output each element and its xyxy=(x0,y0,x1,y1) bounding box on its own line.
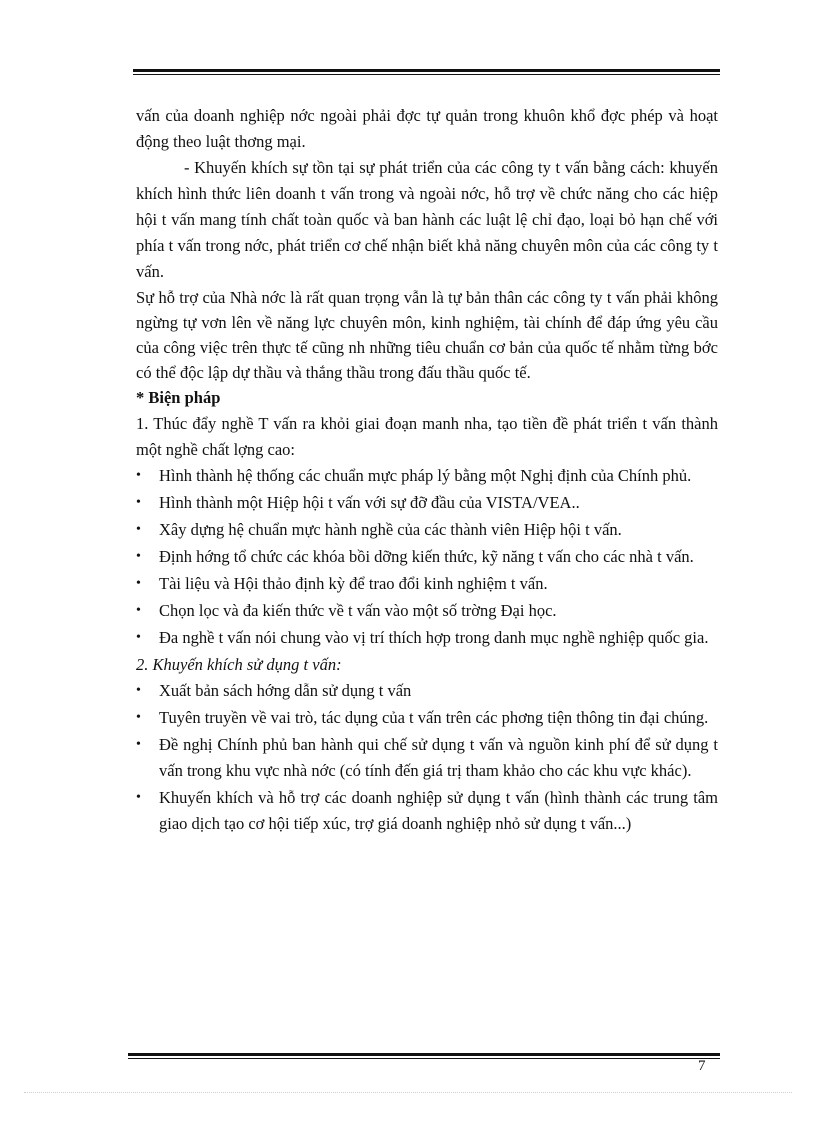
bullet-icon: • xyxy=(136,790,141,805)
bullet-icon: • xyxy=(136,603,141,618)
list-item: • Đa nghề t vấn nói chung vào vị trí thích hợp trong danh mục nghề nghiệp quốc gia. xyxy=(136,625,718,651)
bullet-icon: • xyxy=(136,495,141,510)
bullet-icon: • xyxy=(136,737,141,752)
section-1-list xyxy=(136,463,718,651)
bullet-icon: • xyxy=(136,683,141,698)
heading-measures: * Biện pháp xyxy=(136,388,221,407)
page-body xyxy=(136,103,718,838)
bullet-icon: • xyxy=(136,522,141,537)
paragraph-encourage-consulting: - Khuyến khích sự tồn tại sự phát triển của các công ty t vấn bằng cách: khuyến khích hình thức liên doanh t vấn trong và ngoài nớc, hỗ trợ về chức năng cho các hiệp hội t vấn mang tính chất toàn quốc và ban hành các luật lệ chỉ đạo, loại bỏ hạn chế với phía t vấn trong nớc, phát triển cơ chế nhận biết khả năng chuyên môn của các công ty t vấn. xyxy=(136,158,718,281)
paragraph-continuation: vấn của doanh nghiệp nớc ngoài phải đợc tự quản trong khuôn khổ đợc phép và hoạt động theo luật thơng mại. xyxy=(136,106,718,151)
list-item: • Chọn lọc và đa kiến thức về t vấn vào một số trờng Đại học. xyxy=(136,598,718,624)
list-item: • Tài liệu và Hội thảo định kỳ để trao đổi kinh nghiệm t vấn. xyxy=(136,571,718,597)
bullet-icon: • xyxy=(136,549,141,564)
list-item: • Khuyến khích và hỗ trợ các doanh nghiệp sử dụng t vấn (hình thành các trung tâm giao dịch tạo cơ hội tiếp xúc, trợ giá doanh nghiệp nhỏ sử dụng t vấn...) xyxy=(136,785,718,837)
bullet-icon: • xyxy=(136,468,141,483)
section-2-list xyxy=(136,678,718,837)
list-item: • Tuyên truyền về vai trò, tác dụng của t vấn trên các phơng tiện thông tin đại chúng. xyxy=(136,705,718,731)
footer-rule xyxy=(128,1053,720,1059)
list-item: • Định hớng tổ chức các khóa bồi dỡng kiến thức, kỹ năng t vấn cho các nhà t vấn. xyxy=(136,544,718,570)
bullet-icon: • xyxy=(136,710,141,725)
list-item: • Xuất bản sách hớng dẫn sử dụng t vấn xyxy=(136,678,718,704)
page-edge-divider xyxy=(24,1092,792,1093)
header-rule xyxy=(133,69,720,75)
bullet-icon: • xyxy=(136,576,141,591)
list-item: • Hình thành một Hiệp hội t vấn với sự đỡ đầu của VISTA/VEA.. xyxy=(136,490,718,516)
list-item: • Đề nghị Chính phủ ban hành qui chế sử dụng t vấn và nguồn kinh phí để sử dụng t vấn trong khu vực nhà nớc (có tính đến giá trị tham khảo cho các khu vực khác). xyxy=(136,732,718,784)
section-2-title: 2. Khuyến khích sử dụng t vấn: xyxy=(136,655,342,674)
list-item: • Xây dựng hệ chuẩn mực hành nghề của các thành viên Hiệp hội t vấn. xyxy=(136,517,718,543)
page-number: 7 xyxy=(698,1058,706,1074)
bullet-icon: • xyxy=(136,630,141,645)
list-item: • Hình thành hệ thống các chuẩn mực pháp lý bằng một Nghị định của Chính phủ. xyxy=(136,463,718,489)
paragraph-state-support: Sự hỗ trợ của Nhà nớc là rất quan trọng vẫn là tự bản thân các công ty t vấn phải không ngừng tự vơn lên về năng lực chuyên môn, kinh nghiệm, tài chính để đáp ứng yêu cầu của công việc trên thực tế cũng nh những tiêu chuẩn cơ bản của quốc tế nhằm từng bớc có thể độc lập dự thầu và thắng thầu trong đấu thầu quốc tế. xyxy=(136,288,718,382)
section-1-title: 1. Thúc đẩy nghề T vấn ra khỏi giai đoạn manh nha, tạo tiền đề phát triển t vấn thành một nghề chất lợng cao: xyxy=(136,414,718,459)
